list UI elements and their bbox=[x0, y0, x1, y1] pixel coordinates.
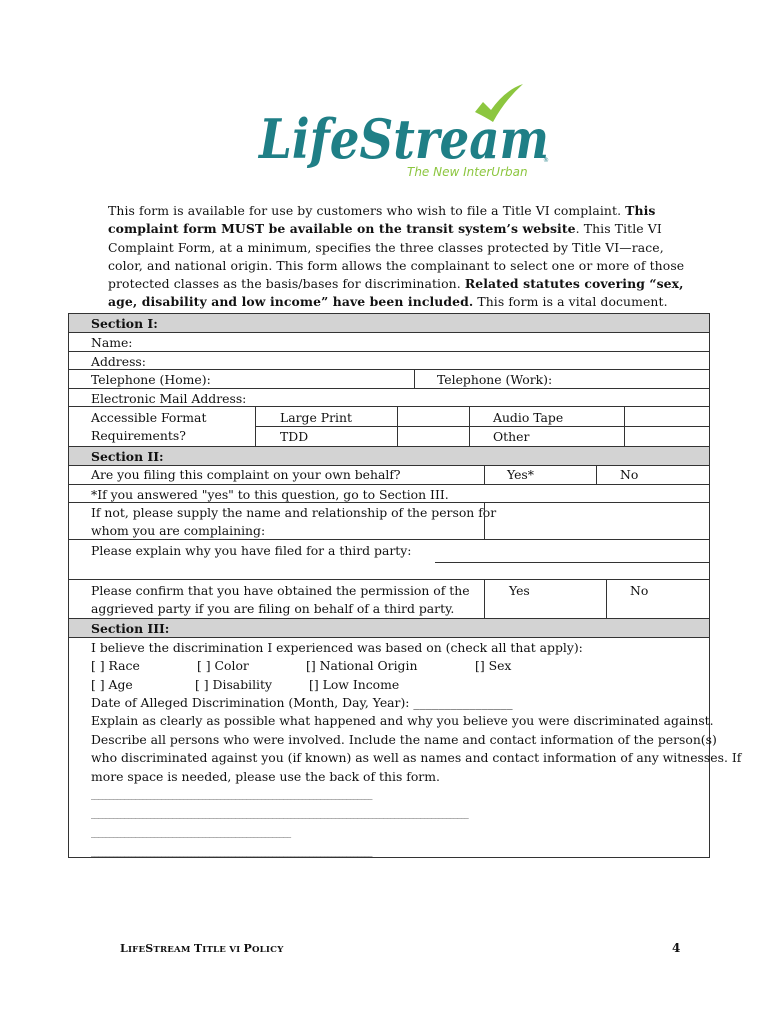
intro-bold-1: This complaint form MUST be available on the transit system’s website bbox=[108, 203, 656, 237]
intro-bold-2: Related statutes covering “sex, age, disability and low income” have been included. bbox=[108, 276, 684, 310]
permission-question-2: aggrieved party if you are filing on behalf of a third party. bbox=[91, 601, 455, 616]
sex-checkbox[interactable]: [] Sex bbox=[475, 658, 512, 673]
explain-instruction-4: more space is needed, please use the back of this form. bbox=[91, 769, 440, 784]
lifestream-logo bbox=[255, 78, 555, 190]
answer-line-2[interactable]: ______________________________________________________________________________________________________ bbox=[91, 810, 469, 819]
if-not-instruction-2: whom you are complaining: bbox=[91, 523, 266, 538]
low-income-checkbox[interactable]: [] Low Income bbox=[309, 677, 400, 692]
explain-instruction-3: who discriminated against you (if known) as well as names and contact information of any witnesses. If bbox=[91, 750, 742, 765]
if-yes-note: *If you answered "yes" to this question, go to Section III. bbox=[91, 487, 449, 502]
national-origin-checkbox[interactable]: [] National Origin bbox=[306, 658, 418, 673]
permission-question-1: Please confirm that you have obtained the permission of the bbox=[91, 583, 470, 598]
logo-wordmark: LifeStream bbox=[257, 107, 549, 171]
section1-header-band bbox=[69, 314, 709, 332]
footer-policy-title: LIFESTREAM TITLE VI POLICY bbox=[120, 942, 284, 955]
section2-title: Section II: bbox=[91, 449, 164, 464]
color-checkbox[interactable]: [ ] Color bbox=[197, 658, 249, 673]
name-label: Name: bbox=[91, 335, 133, 350]
answer-line-4[interactable]: ____________________________________________________________________________ bbox=[91, 848, 373, 857]
email-label: Electronic Mail Address: bbox=[91, 391, 247, 406]
third-party-question: Please explain why you have filed for a third party: bbox=[91, 543, 412, 558]
intro-paragraph bbox=[108, 202, 698, 312]
other-option[interactable]: Other bbox=[493, 429, 530, 444]
intro-text-2: . This Title VI Complaint Form, at a minimum, specifies the three classes protected by Title VI—race, color, and national origin. This form allows the complainant to select one or more of those protected classes as the basis/bases for discrimination. bbox=[108, 221, 685, 292]
if-not-instruction-1: If not, please supply the name and relationship of the person for bbox=[91, 505, 497, 520]
large-print-option[interactable]: Large Print bbox=[280, 410, 352, 425]
telephone-home-label: Telephone (Home): bbox=[91, 372, 211, 387]
accessible-format-label-1: Accessible Format bbox=[91, 410, 207, 425]
logo-tagline: The New InterUrban bbox=[407, 165, 528, 179]
answer-line-1[interactable]: ____________________________________________________________________________ bbox=[91, 791, 373, 800]
answer-line-3[interactable]: ______________________________________________________ bbox=[91, 829, 291, 838]
own-behalf-no[interactable]: No bbox=[620, 467, 639, 482]
section3-title: Section III: bbox=[91, 621, 170, 636]
intro-text-3: This form is a vital document. bbox=[473, 294, 668, 310]
logo-graphic bbox=[255, 78, 555, 190]
section1-title: Section I: bbox=[91, 316, 158, 331]
permission-no[interactable]: No bbox=[630, 583, 649, 598]
basis-question: I believe the discrimination I experienced was based on (check all that apply): bbox=[91, 640, 583, 655]
permission-yes[interactable]: Yes bbox=[509, 583, 530, 598]
explain-instruction-2: Describe all persons who were involved. Include the name and contact information of the person(s) bbox=[91, 732, 717, 747]
telephone-work-label: Telephone (Work): bbox=[437, 372, 553, 387]
age-checkbox[interactable]: [ ] Age bbox=[91, 677, 133, 692]
logo-registered-mark: ® bbox=[543, 157, 549, 164]
explain-instruction-1: Explain as clearly as possible what happened and why you believe you were discriminated against. bbox=[91, 713, 714, 728]
accessible-format-label-2: Requirements? bbox=[91, 428, 186, 443]
date-of-discrimination-field[interactable]: Date of Alleged Discrimination (Month, Day, Year): ________________ bbox=[91, 695, 513, 710]
address-label: Address: bbox=[91, 354, 146, 369]
page-number: 4 bbox=[672, 941, 681, 955]
disability-checkbox[interactable]: [ ] Disability bbox=[195, 677, 272, 692]
own-behalf-question: Are you filing this complaint on your own behalf? bbox=[91, 467, 401, 482]
tdd-option[interactable]: TDD bbox=[280, 429, 309, 444]
audio-tape-option[interactable]: Audio Tape bbox=[493, 410, 564, 425]
complaint-form bbox=[68, 313, 742, 858]
intro-text-1: This form is available for use by customers who wish to file a Title VI complaint. bbox=[108, 203, 626, 218]
race-checkbox[interactable]: [ ] Race bbox=[91, 658, 140, 673]
own-behalf-yes[interactable]: Yes* bbox=[507, 467, 534, 482]
section2-header-band bbox=[69, 447, 709, 465]
